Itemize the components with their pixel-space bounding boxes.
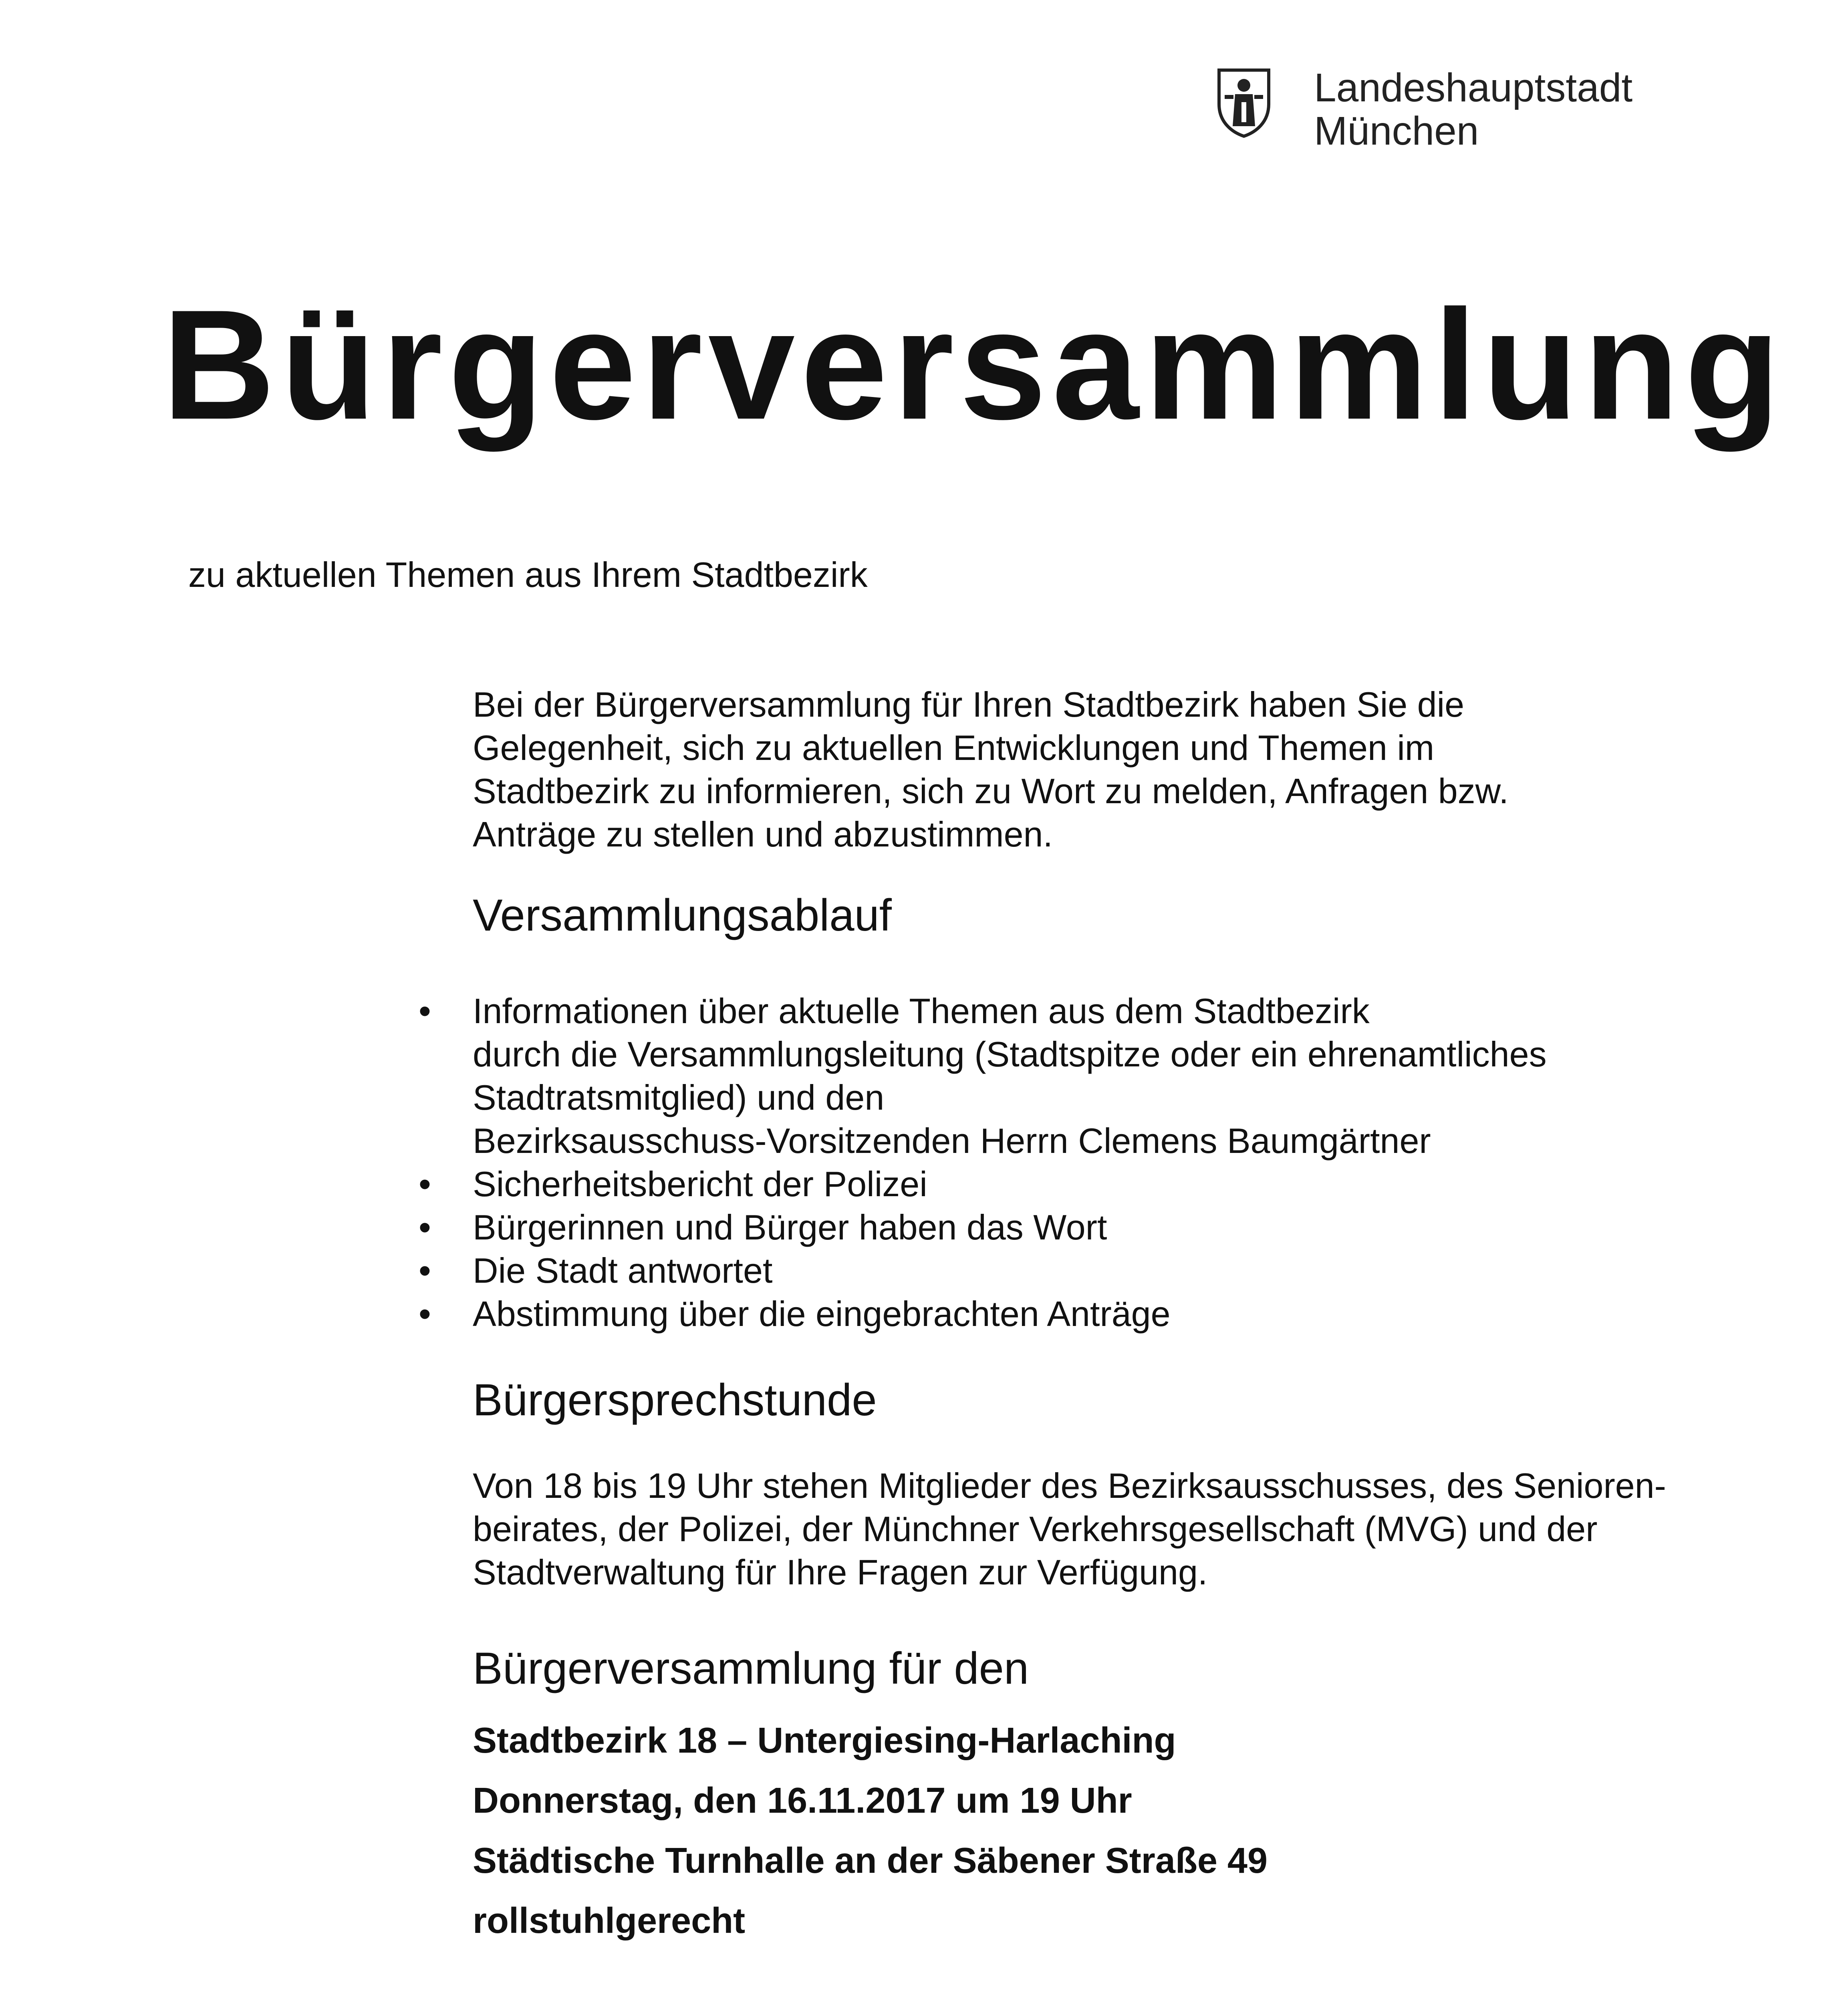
issuer-line-2: München	[1314, 109, 1479, 153]
agenda-item-line: Abstimmung über die eingebrachten Anträge	[473, 1294, 1171, 1334]
agenda-item	[419, 989, 1655, 1163]
event-district: Stadtbezirk 18 – Untergiesing-Harlaching	[473, 1721, 1176, 1761]
consultation-line: beirates, der Polizei, der Münchner Verkehrsgesellschaft (MVG) und der	[473, 1509, 1598, 1549]
page-subtitle: zu aktuellen Themen aus Ihrem Stadtbezirk	[188, 555, 868, 594]
agenda-item-line: Sicherheitsbericht der Polizei	[473, 1164, 927, 1204]
event-date: Donnerstag, den 16.11.2017 um 19 Uhr	[473, 1781, 1132, 1821]
agenda-item-line: Bürgerinnen und Bürger haben das Wort	[473, 1207, 1107, 1247]
agenda-item-line: Stadtratsmitglied) und den	[473, 1078, 885, 1117]
intro-line: Anträge zu stellen und abzustimmen.	[473, 814, 1053, 854]
agenda-item	[419, 1206, 1655, 1249]
agenda-item-line: Bezirksausschuss-Vorsitzenden Herrn Clemens Baumgärtner	[473, 1121, 1431, 1161]
agenda-item	[419, 1292, 1655, 1336]
agenda-item	[419, 1163, 1655, 1206]
intro-line: Stadtbezirk zu informieren, sich zu Wort zu melden, Anfragen bzw.	[473, 771, 1509, 811]
agenda-item-line: durch die Versammlungsleitung (Stadtspitze oder ein ehrenamtliches	[473, 1034, 1547, 1074]
munich-coat-of-arms-icon	[1216, 66, 1272, 138]
agenda-item-line: Informationen über aktuelle Themen aus dem Stadtbezirk	[473, 991, 1370, 1031]
bullet: •	[419, 1207, 431, 1247]
agenda-item-line: Die Stadt antwortet	[473, 1251, 773, 1290]
consultation-paragraph	[473, 1464, 1755, 1594]
page-title: Bürgerversammlung	[162, 277, 1786, 452]
agenda-heading: Versammlungsablauf	[473, 890, 892, 940]
bullet: •	[419, 1164, 431, 1204]
intro-paragraph	[473, 683, 1634, 856]
agenda-list	[419, 989, 1655, 1336]
intro-line: Bei der Bürgerversammlung für Ihren Stadtbezirk haben Sie die	[473, 685, 1465, 724]
agenda-item	[419, 1249, 1655, 1292]
bullet: •	[419, 1251, 431, 1290]
event-heading: Bürgerversammlung für den	[473, 1643, 1029, 1693]
consultation-heading: Bürgersprechstunde	[473, 1375, 877, 1425]
issuer-line-1: Landeshauptstadt	[1314, 65, 1633, 110]
issuer-name	[1314, 66, 1632, 153]
consultation-line: Stadtverwaltung für Ihre Fragen zur Verfügung.	[473, 1552, 1208, 1592]
intro-line: Gelegenheit, sich zu aktuellen Entwicklungen und Themen im	[473, 728, 1435, 768]
consultation-line: Von 18 bis 19 Uhr stehen Mitglieder des Bezirksausschusses, des Senioren-	[473, 1466, 1666, 1505]
event-venue: Städtische Turnhalle an der Säbener Straße 49	[473, 1841, 1268, 1881]
bullet: •	[419, 991, 431, 1031]
event-details	[473, 1721, 1268, 1961]
bullet: •	[419, 1294, 431, 1334]
event-accessibility: rollstuhlgerecht	[473, 1901, 746, 1941]
